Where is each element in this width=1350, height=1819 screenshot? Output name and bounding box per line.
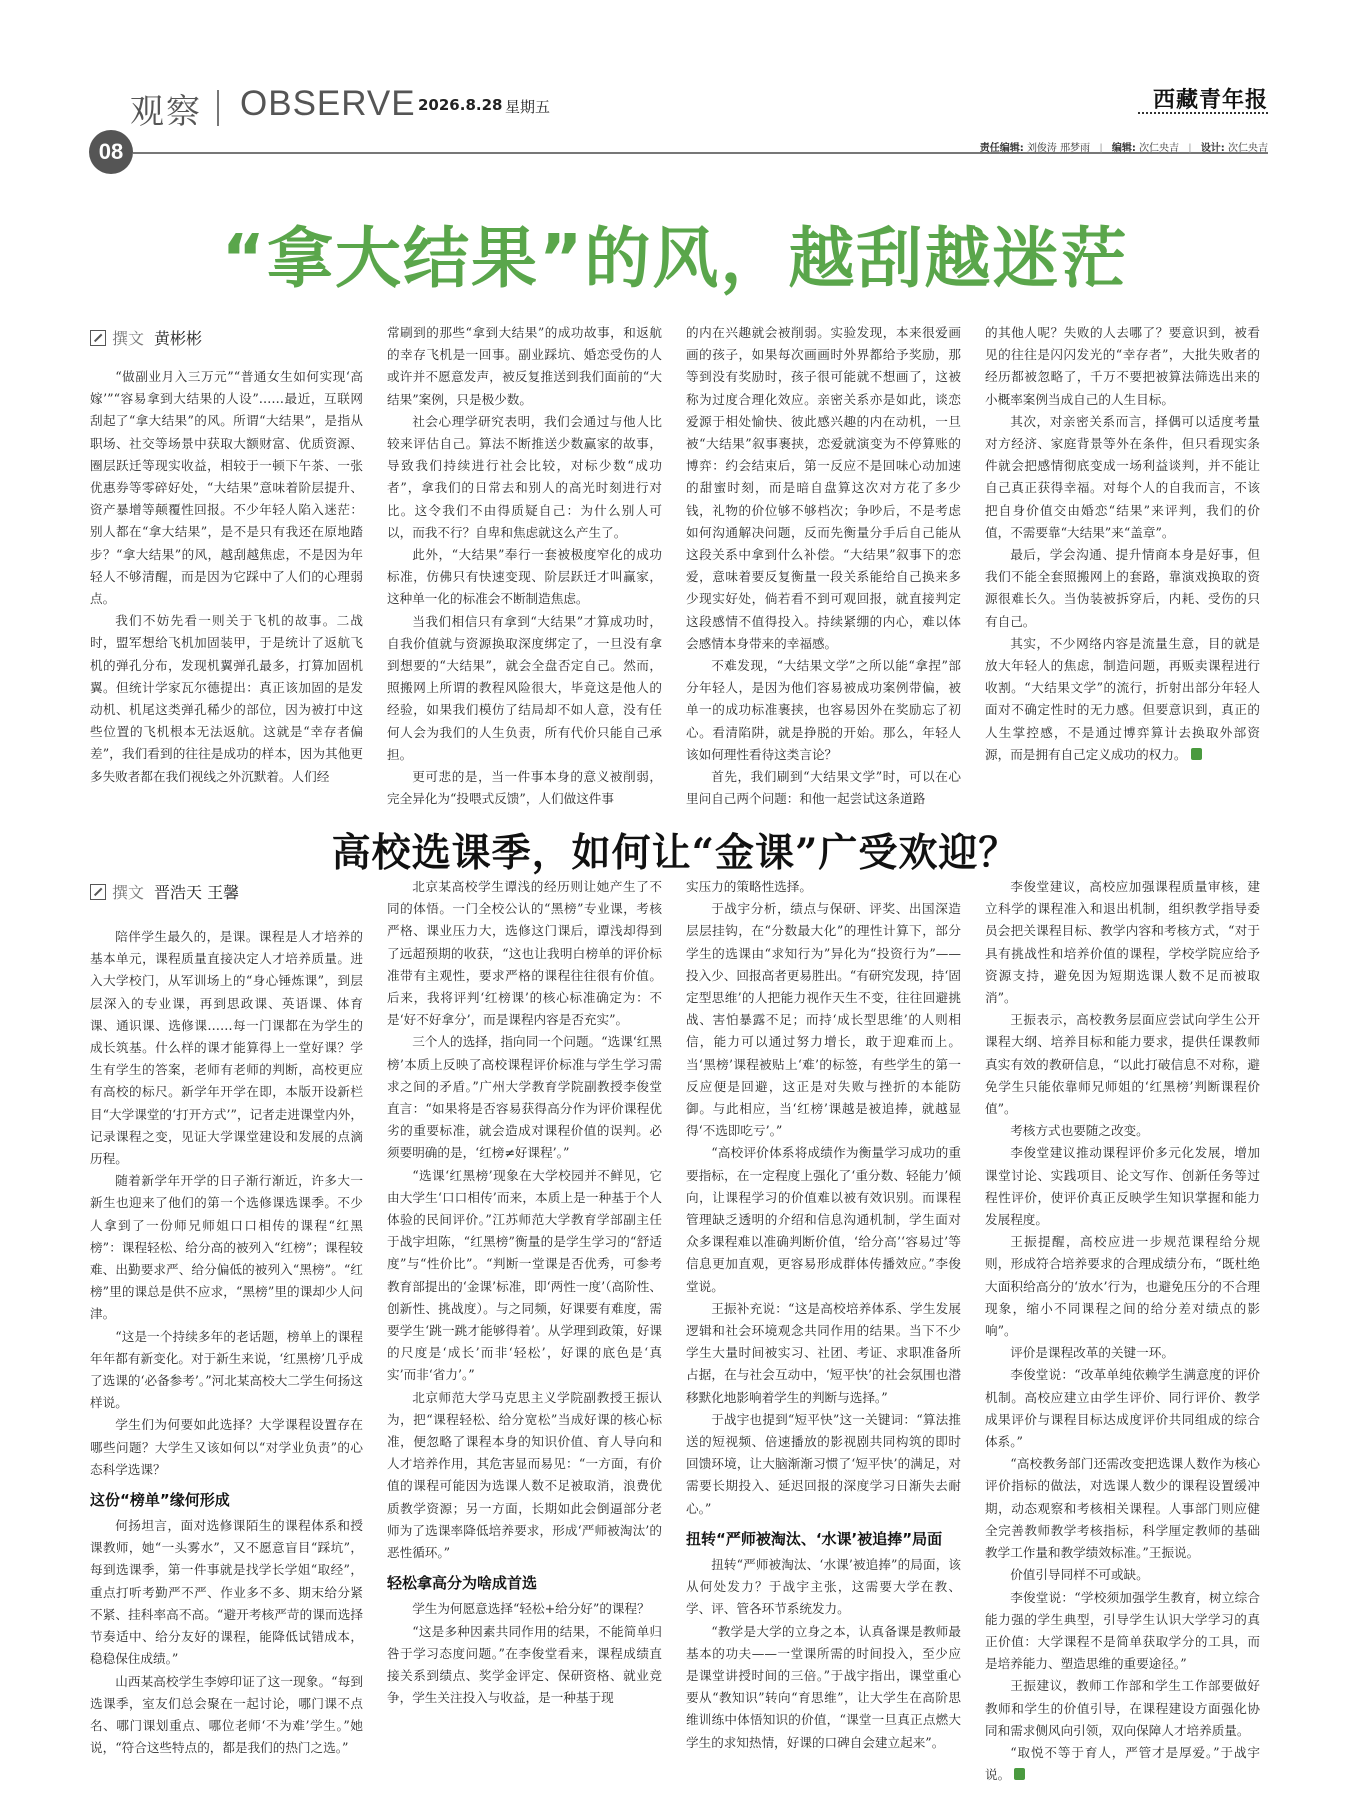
paragraph: 李俊堂建议，高校应加强课程质量审核，建立科学的课程准入和退出机制，组织教学指导委员会把关课程目标、教学内容和考核方式，“对于具有挑战性和培养价值的课程，学校学院应给予资源支持，避免因为短期选课人数不足而被取消”。 xyxy=(985,879,1260,1006)
article2-byline xyxy=(90,880,239,903)
credit-label-designer: 设计: xyxy=(1200,143,1225,154)
article2-subheading-1: 这份“榜单”缘何形成 xyxy=(90,1491,230,1510)
paragraph: 陪伴学生最久的，是课。课程是人才培养的基本单元，课程质量直接决定人才培养质量。进入大学校门，从军训场上的“身心锤炼课”，到层层深入的专业课，再到思政课、英语课、体育课、通识课、选修课……每一门课都在为学生的成长筑基。什么样的课才能算得上一堂好课？学生有学生的答案，老师有老师的判断，高校更应有高校的标尺。新学年开学在即，本版开设新栏目“大学课堂的‘打开方式’”，记者走进课堂内外，记录课程之变，见证大学课堂建设和发展的点滴历程。 xyxy=(90,929,363,1167)
credit-chief-editor: 刘俊涛 邢梦雨 xyxy=(1026,143,1091,154)
article2-author: 晋浩天 王馨 xyxy=(154,883,240,902)
paragraph: 此外，“大结果”奉行一套被极度窄化的成功标准，仿佛只有快速变现、阶层跃迁才叫赢家，这种单一化的标准会不断制造焦虑。 xyxy=(387,547,662,607)
paragraph: 三个人的选择，指向同一个问题。“选课‘红黑榜’本质上反映了高校课程评价标准与学生学习需求之间的矛盾。”广州大学教育学院副教授李俊堂直言：“如果将是否容易获得高分作为评价课程优劣的重要标准，就会造成对课程价值的误判。必须要明确的是，‘红榜≠好课程’。” xyxy=(387,1034,662,1161)
paragraph: “这是一个持续多年的老话题，榜单上的课程年年都有新变化。对于新生来说，‘红黑榜’几乎成了选课的‘必备参考’。”河北某高校大二学生何扬这样说。 xyxy=(90,1328,363,1411)
paragraph: 评价是课程改革的关键一环。 xyxy=(1010,1345,1174,1361)
paragraph: 李俊堂说：“改革单纯依赖学生满意度的评价机制。高校应建立由学生评价、同行评价、教学成果评价与课程目标达成度评价共同组成的综合体系。” xyxy=(985,1367,1260,1450)
credit-label-chief-editor: 责任编辑: xyxy=(979,143,1024,154)
paragraph: 何扬坦言，面对选修课陌生的课程体系和授课教师，她“一头雾水”，又不愿意盲目“踩坑”，每到选课季，第一件事就是找学长学姐“取经”，重点打听考勤严不严、作业多不多、期末给分紧不紧、挂科率高不高。“避开考核严苛的课而选择节奏适中、给分友好的课程，能降低试错成本，稳稳保住成绩。” xyxy=(90,1518,363,1667)
paragraph: 社会心理学研究表明，我们会通过与他人比较来评估自己。算法不断推送少数赢家的故事，导致我们持续进行社会比较，对标少数“成功者”，拿我们的日常去和别人的高光时刻进行对比。这令我们不由得质疑自己：为什么别人可以，而我不行？自卑和焦虑就这么产生了。 xyxy=(387,413,662,540)
credit-label-editor: 编辑: xyxy=(1111,143,1136,154)
paragraph: 随着新学年开学的日子渐行渐近，许多大一新生也迎来了他们的第一个选修课选课季。不少人拿到了一份师兄师姐口口相传的课程“红黑榜”：课程轻松、给分高的被列入“红榜”；课程较难、出勤要求严、给分偏低的被列入“黑榜”。“红榜”里的课总是供不应求，“黑榜”里的课却少人问津。 xyxy=(90,1173,363,1322)
section-divider xyxy=(217,90,219,126)
paragraph: 王振补充说：“这是高校培养体系、学生发展逻辑和社会环境观念共同作用的结果。当下不少学生大量时间被实习、社团、考证、求职准备所占据，在与社会互动中，‘短平快’的社会氛围也潜移默化地影响着学生的判断与选择。” xyxy=(686,1300,961,1405)
paragraph: 首先，我们刷到“大结果文学”时，可以在心里问自己两个问题：和他一起尝试这条道路 xyxy=(686,769,961,807)
article1-column-4 xyxy=(985,322,1260,766)
paragraph: 学生们为何要如此选择？大学课程设置存在哪些问题？大学生又该如何以“对学业负责”的心态科学选课？ xyxy=(90,1417,363,1477)
paragraph: 价值引导同样不可或缺。 xyxy=(1010,1567,1149,1583)
article2-subheading-3: 扭转“严师被淘汰、‘水课’被追捧”局面 xyxy=(686,1529,943,1548)
paragraph: 于战宇分析，绩点与保研、评奖、出国深造层层挂钩，在“分数最大化”的理性计算下，部分学生的选课由“求知行为”异化为“投资行为”——投入少、回报高者更易胜出。“有研究发现，持‘固定型思维’的人把能力视作天生不变，往往回避挑战、害怕暴露不足；而持‘成长型思维’的人则相信，能力可以通过努力增长，敢于迎难而上。当‘黑榜’课程被贴上‘难’的标签，有些学生的第一反应便是回避，这正是对失败与挫折的本能防御。与此相应，当‘红榜’课越是被追捧，就越显得‘不选即吃亏’。” xyxy=(686,901,961,1139)
credit-designer: 次仁央吉 xyxy=(1228,143,1268,154)
paragraph: 李俊堂建议推动课程评价多元化发展，增加课堂讨论、实践项目、论文写作、创新任务等过程性评价，使评价真正反映学生知识掌握和能力发展程度。 xyxy=(985,1145,1260,1228)
article1-headline: “拿大结果”的风，越刮越迷茫 xyxy=(221,220,1129,297)
paragraph: 北京师范大学马克思主义学院副教授王振认为，把“课程轻松、给分宽松”当成好课的核心标准，便忽略了课程本身的知识价值、育人导向和人才培养作用，其危害显而易见：“一方面，有价值的课程可能因为选课人数不足被取消，浪费优质教学资源；另一方面，长期如此会倒逼部分老师为了选课率降低培养要求，形成‘严师被淘汰’的恶性循环。” xyxy=(387,1389,662,1561)
paragraph xyxy=(985,633,1260,766)
issue-date: 2026.8.28 xyxy=(418,96,503,114)
pen-icon xyxy=(90,330,106,346)
paragraph: “做副业月入三万元”“普通女生如何实现‘高嫁’”“容易拿到大结果的人设”……最近，互联网刮起了“拿大结果”的风。所谓“大结果”，是指从职场、社交等场景中获取大额财富、优质资源、圈层跃迁等现实收益，相较于一顿下午茶、一张优惠券等零碎好处，“大结果”意味着阶层提升、资产暴增等颠覆性回报。不少年轻人陷入迷茫：别人都在“拿大结果”，是不是只有我还在原地踏步？“拿大结果”的风，越刮越焦虑，不是因为年轻人不够清醒，而是因为它踩中了人们的心理弱点。 xyxy=(90,369,363,607)
article1-byline xyxy=(90,326,202,349)
logo-tibetan-script xyxy=(1138,112,1268,119)
paragraph: 其次，对亲密关系而言，择偶可以适度考量对方经济、家庭背景等外在条件，但只看现实条件就会把感情彻底变成一场利益谈判，并不能让自己真正获得幸福。对每个人的自我而言，不该把自身价值交由婚恋“结果”来评判，我们的价值，不需要靠“大结果”来“盖章”。 xyxy=(985,413,1260,540)
article2-column-4 xyxy=(985,876,1260,1786)
paragraph: “选课‘红黑榜’现象在大学校园并不鲜见，它由大学生‘口口相传’而来，本质上是一种基于个人体验的民间评价。”江苏师范大学教育学部副主任于战宇坦陈，“红黑榜”衡量的是学生学习的“舒适度”与“性价比”。“判断一堂课是否优秀，可参考教育部提出的‘金课’标准，即‘两性一度’（高阶性、创新性、挑战度）。与之同频，好课要有难度，需要学生‘跳一跳才能够得着’。从学理到政策，好课的尺度是‘成长’而非‘轻松’，好课的底色是‘真实’而非‘省力’。” xyxy=(387,1167,662,1383)
paragraph-text: 其实，不少网络内容是流量生意，目的就是放大年轻人的焦虑，制造问题，再贩卖课程进行收割。“大结果文学”的流行，折射出部分年轻人面对不确定性时的无力感。但要意识到，真正的人生掌控感，不是通过博弈算计去换取外部资源，而是拥有自己定义成功的权力。 xyxy=(985,635,1260,762)
paragraph: 王振建议，教师工作部和学生工作部要做好教师和学生的价值引导，在课程建设方面强化协同和需求侧风向引领，双向保障人才培养质量。 xyxy=(985,1678,1260,1738)
article2-column-3 xyxy=(686,876,961,1754)
paragraph: 学生为何愿意选择“轻松+给分好”的课程？ xyxy=(412,1601,650,1617)
paragraph: 更可悲的是，当一件事本身的意义被削弱，完全异化为“投喂式反馈”，人们做这件事 xyxy=(387,769,662,807)
paragraph: 北京某高校学生谭浅的经历则让她产生了不同的体悟。一门全校公认的“黑榜”专业课，考核严格、课业压力大，选修这门课后，谭浅却得到了远超预期的收获，“这也让我明白榜单的评价标准带有主观性，要求严格的课程往往很有价值。后来，我将评判‘红榜课’的核心标准确定为：不是‘好不好拿分’，而是课程内容是否充实”。 xyxy=(387,879,662,1028)
paragraph xyxy=(985,1742,1260,1786)
paragraph: 的内在兴趣就会被削弱。实验发现，本来很爱画画的孩子，如果每次画画时外界都给予奖励，那等到没有奖励时，孩子很可能就不想画了，这被称为过度合理化效应。亲密关系亦是如此，谈恋爱源于相处愉快、彼此感兴趣的内在动机，一旦被“大结果”叙事裹挟，恋爱就演变为不停算账的博弈：约会结束后，第一反应不是回味心动加速的甜蜜时刻，而是暗自盘算这次对方花了多少钱，礼物的价位够不够档次；争吵后，不是考虑如何沟通解决问题，反而先衡量分手后自己能从这段关系中拿到什么补偿。“大结果”叙事下的恋爱，意味着要反复衡量一段关系能给自己换来多少现实好处，倘若看不到可观回报，就直接判定这段感情不值得投入。持续紧绷的内心，难以体会感情本身带来的幸福感。 xyxy=(686,325,961,651)
article2-column-1 xyxy=(90,926,363,1759)
paragraph: “这是多种因素共同作用的结果，不能简单归咎于学习态度问题。”在李俊堂看来，课程成绩直接关系到绩点、奖学金评定、保研资格、就业竞争，学生关注投入与收益，是一种基于现 xyxy=(387,1623,662,1706)
paragraph: 山西某高校学生李婷印证了这一现象。“每到选课季，室友们总会聚在一起讨论，哪门课不点名、哪门课划重点、哪位老师‘不为难’学生。”她说，“符合这些特点的，都是我们的热门之选。” xyxy=(90,1673,363,1756)
page-number-badge: 08 xyxy=(89,130,133,174)
paragraph: 考核方式也要随之改变。 xyxy=(1010,1123,1149,1139)
pen-icon xyxy=(90,884,106,900)
article1-column-3 xyxy=(686,322,961,810)
paragraph: “教学是大学的立身之本，认真备课是教师最基本的功夫——一堂课所需的时间投入，至少应是课堂讲授时间的三倍。”于战宇指出，课堂重心要从“教知识”转向“育思维”，让大学生在高阶思维训练中体悟知识的价值，“课堂一旦真正点燃大学生的求知热情，好课的口碑自会建立起来”。 xyxy=(686,1623,961,1750)
paragraph: “高校评价体系将成绩作为衡量学习成功的重要指标，在一定程度上强化了‘重分数、轻能力’倾向，让课程学习的价值难以被有效识别。而课程管理缺乏透明的介绍和信息沟通机制，学生面对众多课程难以准确判断价值，‘给分高’‘容易过’等信息更加直观，更容易形成群体传播效应。”李俊堂说。 xyxy=(686,1145,961,1294)
byline-label: 撰文 xyxy=(112,329,145,348)
end-mark-icon xyxy=(1014,1768,1025,1780)
paragraph: 王振表示，高校教务层面应尝试向学生公开课程大纲、培养目标和能力要求，提供任课教师真实有效的教研信息，“以此打破信息不对称，避免学生只能依靠师兄师姐的‘红黑榜’判断课程价值”。 xyxy=(985,1012,1260,1117)
article1-author: 黄彬彬 xyxy=(154,329,203,348)
editor-credits: 责任编辑: 刘俊涛 邢梦雨 | 编辑: 次仁央吉 | 设计: 次仁央吉 xyxy=(979,143,1268,154)
paragraph: 我们不妨先看一则关于飞机的故事。二战时，盟军想给飞机加固装甲，于是统计了返航飞机的弹孔分布，发现机翼弹孔最多，打算加固机翼。但统计学家瓦尔德提出：真正该加固的是发动机、机尾这类弹孔稀少的部位，因为被打中这些位置的飞机根本无法返航。这就是“幸存者偏差”，我们看到的往往是成功的样本，因为其他更多失败者都在我们视线之外沉默着。人们经 xyxy=(90,613,363,784)
paragraph: 于战宇也提到“短平快”这一关键词：“算法推送的短视频、倍速播放的影视剧共同构筑的即时回馈环境，让大脑渐渐习惯了‘短平快’的满足，对需要长期投入、延迟回报的深度学习日渐失去耐心。” xyxy=(686,1411,961,1516)
section-name-cn: 观察 xyxy=(130,92,202,132)
paragraph: 实压力的策略性选择。 xyxy=(686,879,812,894)
article2-headline: 高校选课季，如何让“金课”广受欢迎？ xyxy=(331,830,1019,876)
end-mark-icon xyxy=(1191,748,1202,760)
paragraph: 常刷到的那些“拿到大结果”的成功故事，和返航的幸存飞机是一回事。副业踩坑、婚恋受伤的人或许并不愿意发声，被反复推送到我们面前的“大结果”案例，只是极少数。 xyxy=(387,325,662,407)
paragraph: 的其他人呢？失败的人去哪了？要意识到，被看见的往往是闪闪发光的“幸存者”，大批失败者的经历都被忽略了，千万不要把被算法筛选出来的小概率案例当成自己的人生目标。 xyxy=(985,325,1260,407)
paragraph: 扭转“严师被淘汰、‘水课’被追捧”的局面，该从何处发力？于战宇主张，这需要大学在教、学、评、管各环节系统发力。 xyxy=(686,1556,961,1617)
paragraph: 最后，学会沟通、提升情商本身是好事，但我们不能全套照搬网上的套路，靠演戏换取的资源很难长久。当伪装被拆穿后，内耗、受伤的只有自己。 xyxy=(985,547,1260,629)
byline-label: 撰文 xyxy=(112,883,145,902)
article2-subheading-2: 轻松拿高分为啥成首选 xyxy=(387,1574,538,1593)
paragraph: 当我们相信只有拿到“大结果”才算成功时，自我价值就与资源换取深度绑定了，一旦没有拿到想要的“大结果”，就会全盘否定自己。然而，照搬网上所谓的教程风险很大，毕竟这是他人的经验，如果我们模仿了结局却不如人意，没有任何人会为我们的人生负责，所有代价只能自己承担。 xyxy=(387,613,662,762)
paragraph-text: “取悦不等于育人，严管才是厚爱。”于战宇说。 xyxy=(985,1744,1260,1783)
paragraph: 王振提醒，高校应进一步规范课程给分规则，形成符合培养要求的合理成绩分布，“既杜绝大面积给高分的‘放水’行为，也避免压分的不合理现象，缩小不同课程之间的给分差对绩点的影响”。 xyxy=(985,1234,1260,1339)
article1-column-1 xyxy=(90,366,363,788)
article1-column-2 xyxy=(387,322,662,810)
paragraph: “高校教务部门还需改变把选课人数作为核心评价指标的做法，对选课人数少的课程设置缓冲期，动态观察和考核相关课程。人事部门则应健全完善教师教学考核指标，科学厘定教师的基础教学工作量和教学绩效标准。”王振说。 xyxy=(985,1456,1260,1561)
issue-weekday: 星期五 xyxy=(505,98,551,116)
article2-column-2 xyxy=(387,876,662,1709)
credit-editor: 次仁央吉 xyxy=(1139,143,1180,154)
paragraph: 李俊堂说：“学校须加强学生教育，树立综合能力强的学生典型，引导学生认识大学学习的真正价值：大学课程不是简单获取学分的工具，而是培养能力、塑造思维的重要途径。” xyxy=(985,1589,1260,1672)
paragraph: 不难发现，“大结果文学”之所以能“拿捏”部分年轻人，是因为他们容易被成功案例带偏，被单一的成功标准裹挟，也容易因外在奖励忘了初心。看清陷阱，就是挣脱的开始。那么，年轻人该如何理性看待这类言论？ xyxy=(686,658,961,762)
section-name-en: OBSERVE xyxy=(240,84,416,123)
newspaper-logo: 西藏青年报 xyxy=(1152,87,1268,113)
